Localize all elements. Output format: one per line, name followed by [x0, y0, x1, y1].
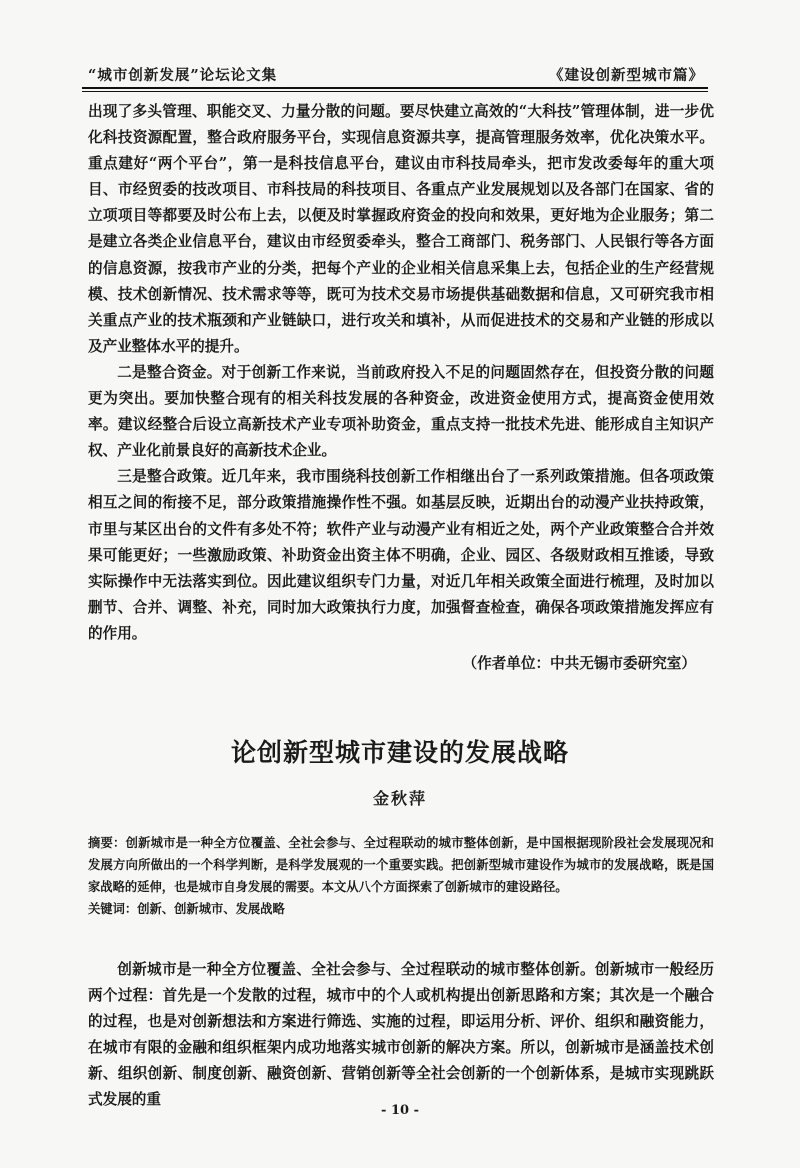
header-section-title: 《建设创新型城市篇》	[549, 67, 704, 84]
header-rule-thick	[82, 87, 708, 89]
keywords-label: 关键词：	[88, 901, 138, 916]
header-rule-thin	[82, 91, 708, 92]
article-body	[88, 957, 714, 1113]
keywords	[88, 898, 714, 920]
abstract-block	[88, 832, 714, 920]
page-number: - 10 -	[381, 1103, 419, 1118]
author-affiliation: （作者单位：中共无锡市委研究室）	[462, 655, 696, 672]
article-paragraph: 创新城市是一种全方位覆盖、全社会参与、全过程联动的城市整体创新。创新城市一般经历两个过程：首先是一个发散的过程，城市中的个人或机构提出创新思路和方案；其次是一个融合的过程，也是对创新想法和方案进行筛选、实施的过程，即运用分析、评价、组织和融资能力，在城市有限的金融和组织框架内成功地落实城市创新的解决方案。所以，创新城市是涵盖技术创新、组织创新、制度创新、融资创新、营销创新等全社会创新的一个创新体系，是城市实现跳跃式发展的重	[88, 961, 714, 1108]
paragraph-integrate-policy: 三是整合政策。近几年来，我市围绕科技创新工作相继出台了一系列政策措施。但各项政策相互之间的衔接不足，部分政策措施操作性不强。如基层反映，近期出台的动漫产业扶持政策，市里与某区出台的文件有多处不符；软件产业与动漫产业有相近之处，两个产业政策整合合并效果可能更好；一些激励政策、补助资金出资主体不明确，企业、园区、各级财政相互推诿，导致实际操作中无法落实到位。因此建议组织专门力量，对近几年相关政策全面进行梳理，及时加以删节、合并、调整、补充，同时加大政策执行力度，加强督查检查，确保各项政策措施发挥应有的作用。	[88, 468, 714, 642]
header-collection-title: “城市创新发展”论坛论文集	[88, 67, 278, 84]
abstract-text: 创新城市是一种全方位覆盖、全社会参与、全过程联动的城市整体创新，是中国根据现阶段社会发展现况和发展方向所做出的一个科学判断，是科学发展观的一个重要实践。把创新型城市建设作为城市的发展战略，既是国家战略的延伸，也是城市自身发展的需要。本文从八个方面探索了创新城市的建设路径。	[88, 835, 714, 894]
previous-article-text	[88, 99, 714, 647]
paragraph-continued: 出现了多头管理、职能交叉、力量分散的问题。要尽快建立高效的“大科技”管理体制，进一步优化科技资源配置，整合政府服务平台，实现信息资源共享，提高管理服务效率，优化决策水平。重点建好“两个平台”，第一是科技信息平台，建议由市科技局牵头，把市发改委每年的重大项目、市经贸委的技改项目、市科技局的科技项目、各重点产业发展规划以及各部门在国家、省的立项项目等都要及时公布上去，以便及时掌握政府资金的投向和效果，更好地为企业服务；第二是建立各类企业信息平台，建议由市经贸委牵头，整合工商部门、税务部门、人民银行等各方面的信息资源，按我市产业的分类，把每个产业的企业相关信息采集上去，包括企业的生产经营规模、技术创新情况、技术需求等等，既可为技术交易市场提供基础数据和信息，又可研究我市相关重点产业的技术瓶颈和产业链缺口，进行攻关和填补，从而促进技术的交易和产业链的形成以及产业整体水平的提升。	[88, 103, 714, 355]
abstract-label: 摘要：	[88, 835, 126, 850]
abstract	[88, 832, 714, 898]
article-title: 论创新型城市建设的发展战略	[230, 738, 569, 767]
running-header	[88, 60, 704, 86]
article-author: 金秋萍	[372, 789, 427, 808]
paragraph-integrate-funds: 二是整合资金。对于创新工作来说，当前政府投入不足的问题固然存在，但投资分散的问题更为突出。要加快整合现有的相关科技发展的各种资金，改进资金使用方式，提高资金使用效率。建议经整合后设立高新技术产业专项补助资金，重点支持一批技术先进、能形成自主知识产权、产业化前景良好的高新技术企业。	[88, 363, 714, 460]
keywords-text: 创新、创新城市、发展战略	[137, 901, 285, 916]
